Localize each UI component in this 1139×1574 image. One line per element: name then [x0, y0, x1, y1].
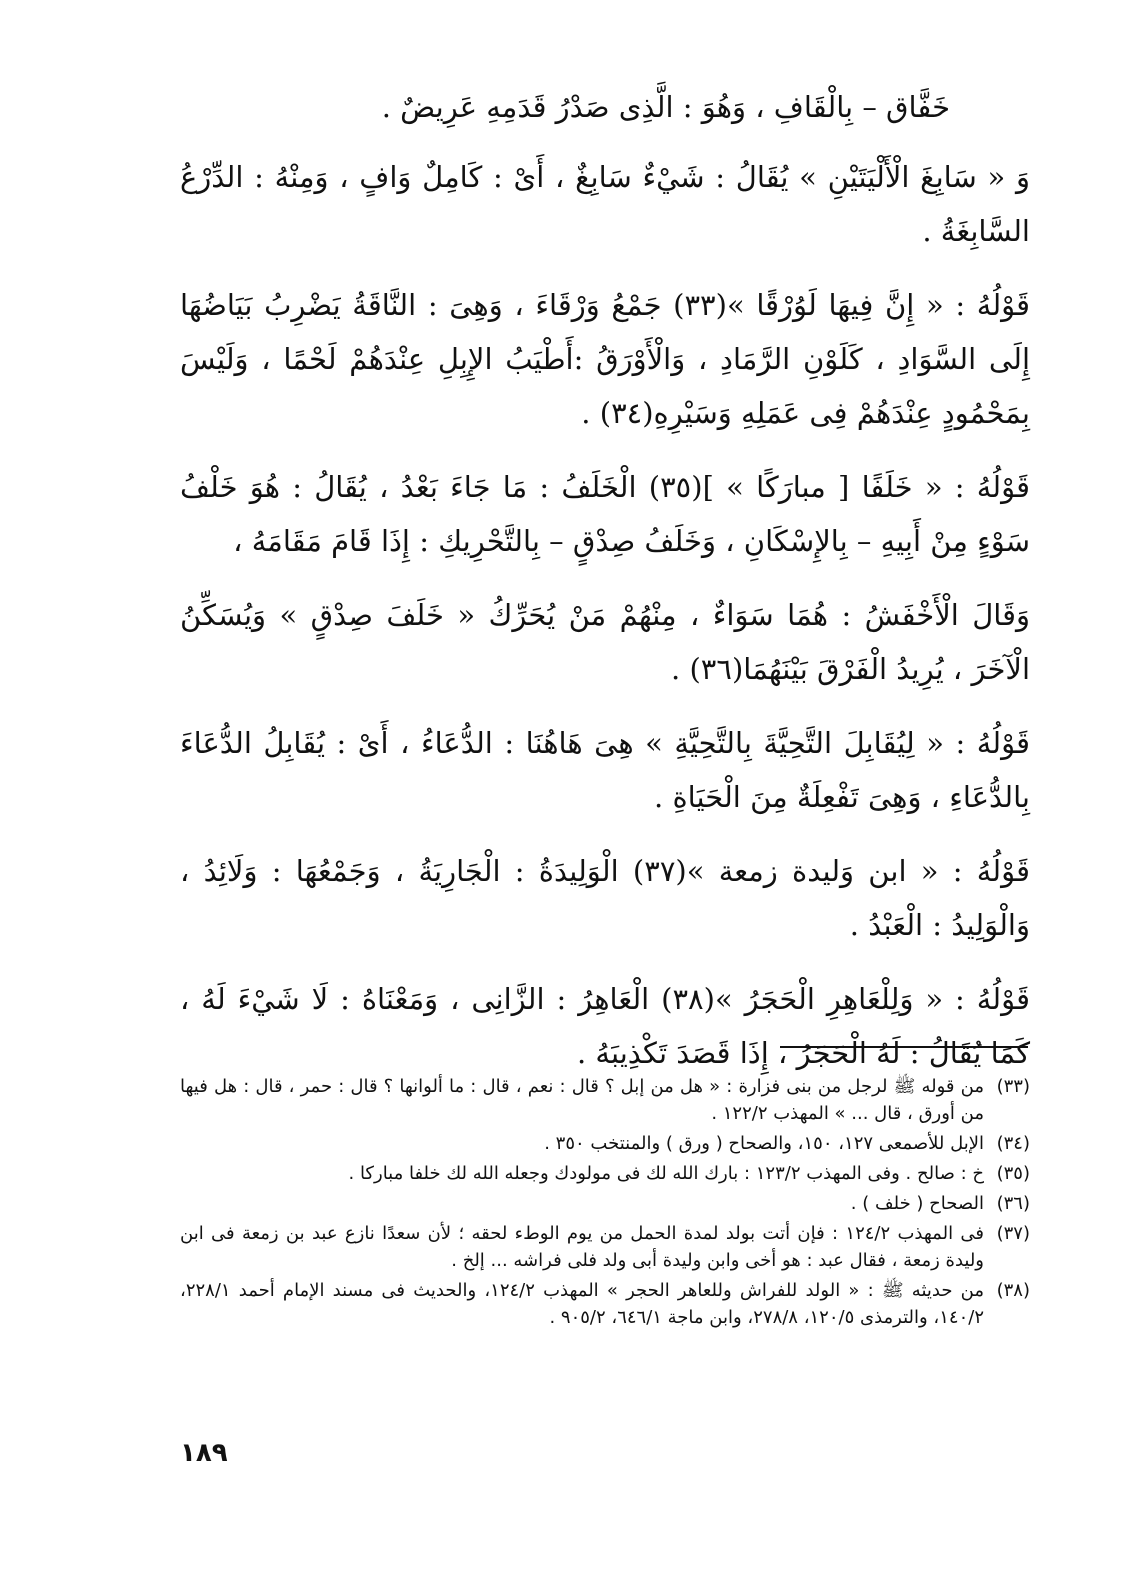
- paragraph: قَوْلُهُ : « ابن وَليدة زمعة »(٣٧) الْوَلِيدَةُ : الْجَارِيَةُ ، وَجَمْعُهَا : وَلَائِدُ ، وَالْوَلِيدُ : الْعَبْدُ .: [180, 854, 1030, 942]
- footnote: [180, 1073, 1030, 1127]
- footnotes-section: [180, 1073, 1030, 1334]
- footnote-text: من قوله ﷺ لرجل من بنى فزارة : « هل من إبل ؟ قال : نعم ، قال : ما ألوانها ؟ قال : حمر ، قال : هل فيها من أورق ، قال ... » المهذب ١٢٢/٢ .: [180, 1076, 984, 1124]
- paragraph: قَوْلُهُ : « وَلِلْعَاهِرِ الْحَجَرُ »(٣٨) الْعَاهِرُ : الزَّانِى ، وَمَعْنَاهُ : لَا شَيْءَ لَهُ ، كَمَا يُقَالُ : لَهُ الْحَجَرُ ، إِذَا قَصَدَ تَكْذِيبَهُ .: [180, 982, 1030, 1070]
- footnote-text: فى المهذب ١٢٤/٢ : فإن أتت بولد لمدة الحمل من يوم الوطء لحقه ؛ لأن سعدًا نازع عبد بن زمعة فى ابن وليدة زمعة ، فقال عبد : هو أخى وابن وليدة أبى ولد فلى فراشه ... إلخ .: [180, 1223, 984, 1271]
- paragraph: وَقَالَ الْأَخْفَشُ : هُمَا سَوَاءٌ ، مِنْهُمْ مَنْ يُحَرِّكُ « خَلَفَ صِدْقٍ » وَيُسَكِّنُ الْآخَرَ ، يُرِيدُ الْفَرْقَ بَيْنَهُمَا(٣٦) .: [180, 598, 1030, 686]
- footnote-separator: [780, 1046, 1028, 1048]
- footnote-number: (٣٥): [996, 1163, 1030, 1184]
- footnote-number: (٣٦): [996, 1193, 1030, 1214]
- footnote: [180, 1160, 1030, 1187]
- footnote: [180, 1190, 1030, 1217]
- paragraph: قَوْلُهُ : « خَلَفًا [ مبارَكًا » ](٣٥) الْخَلَفُ : مَا جَاءَ بَعْدُ ، يُقَالُ : هُوَ خَلْفُ سَوْءٍ مِنْ أَبِيهِ – بِالإِسْكَانِ ، وَخَلَفُ صِدْقٍ – بِالتَّحْرِيكِ : إِذَا قَامَ مَقَامَهُ ،: [180, 470, 1030, 558]
- footnote-number: (٣٧): [996, 1223, 1030, 1244]
- footnote-number: (٣٤): [996, 1133, 1030, 1154]
- paragraph: قَوْلُهُ : « إِنَّ فِيهَا لَوُرْقًا »(٣٣) جَمْعُ وَرْقَاءَ ، وَهِىَ : النَّاقَةُ يَضْرِبُ بَيَاضُهَا إِلَى السَّوَادِ ، كَلَوْنِ الرَّمَادِ ، وَالْأَوْرَقُ :أَطْيَبُ الإِبِلِ عِنْدَهُمْ لَحْمًا ، وَلَيْسَ بِمَحْمُودٍ عِنْدَهُمْ فِى عَمَلِهِ وَسَيْرِهِ(٣٤) .: [180, 288, 1030, 430]
- paragraph: قَوْلُهُ : « لِيُقَابِلَ التَّحِيَّةَ بِالتَّحِيَّةِ » هِىَ هَاهُنَا : الدُّعَاءُ ، أَىْ : يُقَابِلُ الدُّعَاءَ بِالدُّعَاءِ ، وَهِىَ تَفْعِلَةٌ مِنَ الْحَيَاةِ .: [180, 726, 1030, 814]
- footnote-text: من حديثه ﷺ : « الولد للفراش وللعاهر الحجر » المهذب ١٢٤/٢، والحديث فى مسند الإمام أحمد ٢٢٨/١، ١٤٠/٢، والترمذى ١٢٠/٥، ٢٧٨/٨، وابن ماجة ٦٤٦/١، ٩٠٥/٢ .: [180, 1280, 984, 1328]
- page-number: ١٨٩: [180, 1438, 228, 1468]
- footnote: [180, 1130, 1030, 1157]
- footnote-number: (٣٣): [996, 1076, 1030, 1097]
- footnote-text: خ : صالح . وفى المهذب ١٢٣/٢ : بارك الله لك فى مولودك وجعله الله لك خلفا مباركا .: [348, 1163, 984, 1184]
- footnote: [180, 1220, 1030, 1274]
- paragraph: خَفَّاق – بِالْقَافِ ، وَهُوَ : الَّذِى صَدْرُ قَدَمِهِ عَرِيضٌ .: [381, 90, 950, 124]
- main-text-body: [180, 80, 1030, 1100]
- paragraph: وَ « سَابِغَ الْأَلْيَتَيْنِ » يُقَالُ : شَيْءٌ سَابِغٌ ، أَىْ : كَامِلٌ وَافٍ ، وَمِنْهُ : الدِّرْعُ السَّابِغَةُ .: [180, 160, 1030, 248]
- footnote-text: الإبل للأصمعى ١٢٧، ١٥٠، والصحاح ( ورق ) والمنتخب ٣٥٠ .: [544, 1133, 984, 1154]
- footnote: [180, 1277, 1030, 1331]
- footnote-number: (٣٨): [996, 1280, 1030, 1301]
- footnote-text: الصحاح ( خلف ) .: [850, 1193, 984, 1214]
